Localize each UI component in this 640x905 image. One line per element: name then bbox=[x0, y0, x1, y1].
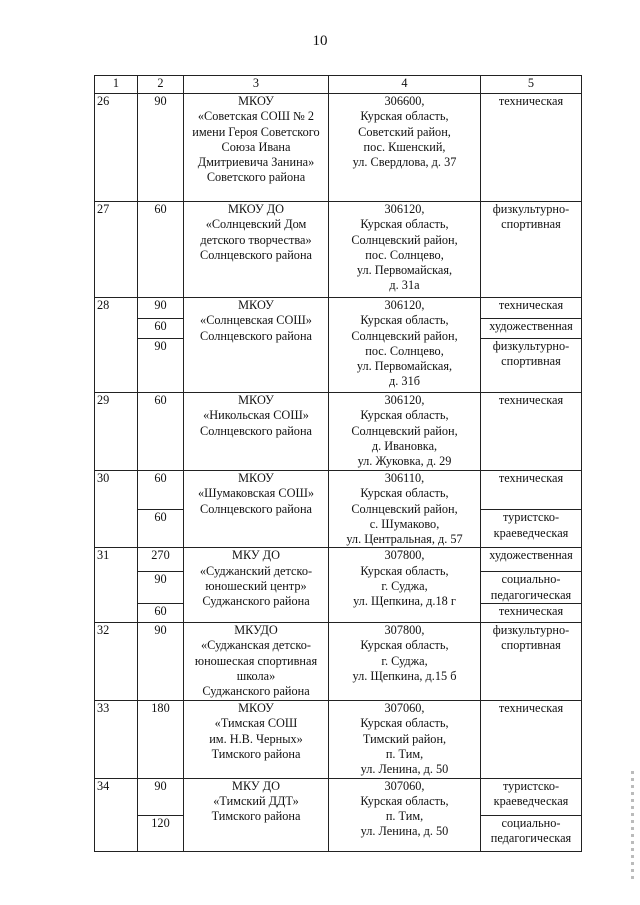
name-line: «Никольская СОШ» bbox=[203, 408, 309, 423]
name-line: Солнцевского района bbox=[200, 501, 312, 516]
student-count: 60 bbox=[138, 202, 184, 298]
student-count: 60 bbox=[138, 471, 184, 510]
program-direction bbox=[481, 510, 582, 548]
program-direction bbox=[481, 298, 582, 319]
address-line: 307060, bbox=[384, 778, 425, 793]
name-line: МКУ ДО bbox=[232, 778, 280, 793]
name-line: юношеский центр» bbox=[205, 579, 307, 594]
direction-line: физкультурно- bbox=[492, 339, 570, 353]
program-direction bbox=[481, 94, 582, 202]
address-line: Солнцевский район, bbox=[351, 501, 458, 516]
institution-name bbox=[184, 393, 329, 471]
program-direction bbox=[481, 548, 582, 572]
col-header-3: 3 bbox=[184, 76, 329, 94]
program-direction bbox=[481, 604, 582, 623]
address-line: ул. Щепкина, д.18 г bbox=[353, 594, 456, 609]
address-line: Курская область, bbox=[360, 408, 449, 423]
address-line: ул. Ленина, д. 50 bbox=[360, 762, 449, 777]
address-line: д. Ивановка, bbox=[371, 438, 438, 453]
institution-name bbox=[184, 298, 329, 393]
row-number: 26 bbox=[95, 94, 138, 202]
name-line: Суджанского района bbox=[202, 594, 310, 609]
col-header-5: 5 bbox=[481, 76, 582, 94]
col-header-1: 1 bbox=[95, 76, 138, 94]
program-direction bbox=[481, 623, 582, 701]
address-line: 306600, bbox=[384, 94, 425, 108]
row-number: 34 bbox=[95, 778, 138, 851]
header-row bbox=[95, 76, 582, 94]
direction-line: физкультурно- bbox=[492, 202, 570, 216]
institution-address bbox=[329, 94, 481, 202]
address-line: Курская область, bbox=[360, 109, 449, 124]
address-line: Курская область, bbox=[360, 638, 449, 653]
student-count: 90 bbox=[138, 339, 184, 393]
institution-name bbox=[184, 778, 329, 851]
address-line: Советский район, bbox=[358, 124, 451, 139]
address-line: пос. Кшенский, bbox=[363, 139, 446, 154]
name-line: Солнцевского района bbox=[200, 247, 312, 262]
address-line: г. Суджа, bbox=[381, 653, 428, 668]
name-line: имени Героя Советского bbox=[192, 124, 320, 139]
student-count: 60 bbox=[138, 319, 184, 339]
name-line: Советского района bbox=[206, 170, 306, 185]
direction-line: художественная bbox=[489, 319, 573, 333]
direction-line: художественная bbox=[489, 548, 573, 563]
student-count: 90 bbox=[138, 572, 184, 604]
program-direction bbox=[481, 778, 582, 815]
direction-line: педагогическая bbox=[490, 587, 572, 602]
address-line: ул. Первомайская, bbox=[356, 359, 453, 374]
col-header-2: 2 bbox=[138, 76, 184, 94]
table-row bbox=[95, 202, 582, 298]
institutions-table bbox=[94, 75, 582, 852]
name-line: Дмитриевича Занина» bbox=[197, 155, 315, 170]
table-row bbox=[95, 623, 582, 701]
address-line: ул. Щепкина, д.15 б bbox=[352, 668, 457, 683]
name-line: им. Н.В. Черных» bbox=[209, 731, 303, 746]
institution-address bbox=[329, 701, 481, 778]
name-line: школа» bbox=[236, 668, 276, 683]
name-line: Тимского района bbox=[211, 746, 301, 761]
address-line: с. Шумаково, bbox=[369, 516, 440, 531]
address-line: пос. Солнцево, bbox=[365, 247, 444, 262]
name-line: юношеская спортивная bbox=[194, 653, 318, 668]
name-line: «Тимская СОШ bbox=[214, 716, 298, 731]
row-number: 33 bbox=[95, 701, 138, 778]
table-row bbox=[95, 548, 582, 572]
institution-address bbox=[329, 393, 481, 471]
name-line: Тимского района bbox=[211, 809, 301, 824]
name-line: «Солнцевский Дом bbox=[205, 217, 307, 232]
name-line: МКОУ bbox=[238, 94, 274, 108]
address-line: п. Тим, bbox=[385, 746, 424, 761]
direction-line: техническая bbox=[498, 701, 564, 716]
row-number: 31 bbox=[95, 548, 138, 623]
address-line: пос. Солнцево, bbox=[365, 343, 444, 358]
direction-line: краеведческая bbox=[493, 525, 569, 540]
row-number: 27 bbox=[95, 202, 138, 298]
student-count: 60 bbox=[138, 510, 184, 548]
name-line: МКОУ ДО bbox=[227, 202, 285, 216]
direction-line: спортивная bbox=[501, 217, 561, 232]
row-number: 29 bbox=[95, 393, 138, 471]
address-line: Солнцевский район, bbox=[351, 423, 458, 438]
address-line: Курская область, bbox=[360, 716, 449, 731]
student-count: 60 bbox=[138, 393, 184, 471]
address-line: 307800, bbox=[384, 548, 425, 563]
address-line: Курская область, bbox=[360, 313, 449, 328]
address-line: ул. Центральная, д. 57 bbox=[346, 532, 463, 547]
institution-name bbox=[184, 701, 329, 778]
name-line: «Шумаковская СОШ» bbox=[198, 486, 314, 501]
institution-address bbox=[329, 202, 481, 298]
address-line: Курская область, bbox=[360, 217, 449, 232]
address-line: п. Тим, bbox=[385, 809, 424, 824]
row-number: 28 bbox=[95, 298, 138, 393]
direction-line: туристско- bbox=[502, 510, 560, 525]
scan-edge-mark bbox=[631, 771, 634, 881]
address-line: г. Суджа, bbox=[381, 579, 428, 594]
address-line: Курская область, bbox=[360, 563, 449, 578]
direction-line: спортивная bbox=[501, 354, 561, 369]
table-row bbox=[95, 298, 582, 319]
table-row bbox=[95, 94, 582, 202]
address-line: 306120, bbox=[384, 393, 425, 407]
name-line: Солнцевского района bbox=[200, 328, 312, 343]
address-line: 306110, bbox=[384, 471, 425, 485]
address-line: 306120, bbox=[384, 298, 425, 312]
address-line: Солнцевский район, bbox=[351, 232, 458, 247]
program-direction bbox=[481, 393, 582, 471]
name-line: МКУ ДО bbox=[232, 548, 280, 563]
direction-line: краеведческая bbox=[493, 793, 569, 808]
direction-line: техническая bbox=[498, 298, 564, 312]
student-count: 90 bbox=[138, 623, 184, 701]
name-line: «Суджанский детско- bbox=[199, 563, 313, 578]
table-row bbox=[95, 393, 582, 471]
institution-name bbox=[184, 471, 329, 548]
name-line: «Суджанская детско- bbox=[201, 638, 311, 653]
direction-line: техническая bbox=[498, 471, 564, 485]
page-number: 10 bbox=[312, 33, 328, 49]
institution-name bbox=[184, 548, 329, 623]
name-line: Союза Ивана bbox=[221, 139, 291, 154]
direction-line: техническая bbox=[498, 393, 564, 407]
student-count: 90 bbox=[138, 778, 184, 815]
name-line: Суджанского района bbox=[202, 684, 310, 699]
student-count: 180 bbox=[138, 701, 184, 778]
address-line: ул. Свердлова, д. 37 bbox=[352, 155, 457, 170]
address-line: 307060, bbox=[384, 701, 425, 716]
name-line: «Тимский ДДТ» bbox=[213, 793, 299, 808]
table-row bbox=[95, 701, 582, 778]
name-line: МКОУ bbox=[238, 298, 274, 312]
institution-address bbox=[329, 548, 481, 623]
institution-address bbox=[329, 471, 481, 548]
address-line: ул. Жуковка, д. 29 bbox=[357, 454, 452, 469]
direction-line: спортивная bbox=[501, 638, 561, 653]
address-line: д. 31б bbox=[389, 374, 420, 389]
program-direction bbox=[481, 339, 582, 393]
name-line: детского творчества» bbox=[200, 232, 312, 247]
table-row bbox=[95, 471, 582, 510]
address-line: д. 31а bbox=[389, 278, 420, 293]
program-direction bbox=[481, 471, 582, 510]
program-direction bbox=[481, 701, 582, 778]
address-line: 307800, bbox=[384, 623, 425, 638]
student-count: 90 bbox=[138, 94, 184, 202]
institution-name bbox=[184, 202, 329, 298]
program-direction bbox=[481, 815, 582, 851]
name-line: МКУДО bbox=[234, 623, 278, 638]
program-direction bbox=[481, 572, 582, 604]
program-direction bbox=[481, 202, 582, 298]
institution-address bbox=[329, 778, 481, 851]
row-number: 30 bbox=[95, 471, 138, 548]
address-line: Курская область, bbox=[360, 793, 449, 808]
direction-line: техническая bbox=[498, 94, 564, 108]
name-line: «Солнцевская СОШ» bbox=[200, 313, 312, 328]
address-line: 306120, bbox=[384, 202, 425, 216]
direction-line: техническая bbox=[498, 604, 564, 619]
direction-line: педагогическая bbox=[490, 830, 572, 845]
name-line: «Советская СОШ № 2 bbox=[197, 109, 315, 124]
student-count: 270 bbox=[138, 548, 184, 572]
direction-line: физкультурно- bbox=[492, 623, 570, 638]
name-line: Солнцевского района bbox=[200, 423, 312, 438]
address-line: ул. Первомайская, bbox=[356, 263, 453, 278]
direction-line: туристско- bbox=[502, 778, 560, 793]
program-direction bbox=[481, 319, 582, 339]
row-number: 32 bbox=[95, 623, 138, 701]
institution-address bbox=[329, 298, 481, 393]
name-line: МКОУ bbox=[238, 471, 274, 485]
address-line: Курская область, bbox=[360, 486, 449, 501]
address-line: ул. Ленина, д. 50 bbox=[360, 824, 449, 839]
table-row bbox=[95, 778, 582, 815]
address-line: Солнцевский район, bbox=[351, 328, 458, 343]
name-line: МКОУ bbox=[238, 393, 274, 407]
address-line: Тимский район, bbox=[362, 731, 447, 746]
col-header-4: 4 bbox=[329, 76, 481, 94]
direction-line: социально- bbox=[501, 572, 561, 587]
institution-name bbox=[184, 623, 329, 701]
student-count: 60 bbox=[138, 604, 184, 623]
student-count: 120 bbox=[138, 815, 184, 851]
student-count: 90 bbox=[138, 298, 184, 319]
institution-name bbox=[184, 94, 329, 202]
direction-line: социально- bbox=[501, 815, 561, 830]
institution-address bbox=[329, 623, 481, 701]
name-line: МКОУ bbox=[238, 701, 274, 716]
